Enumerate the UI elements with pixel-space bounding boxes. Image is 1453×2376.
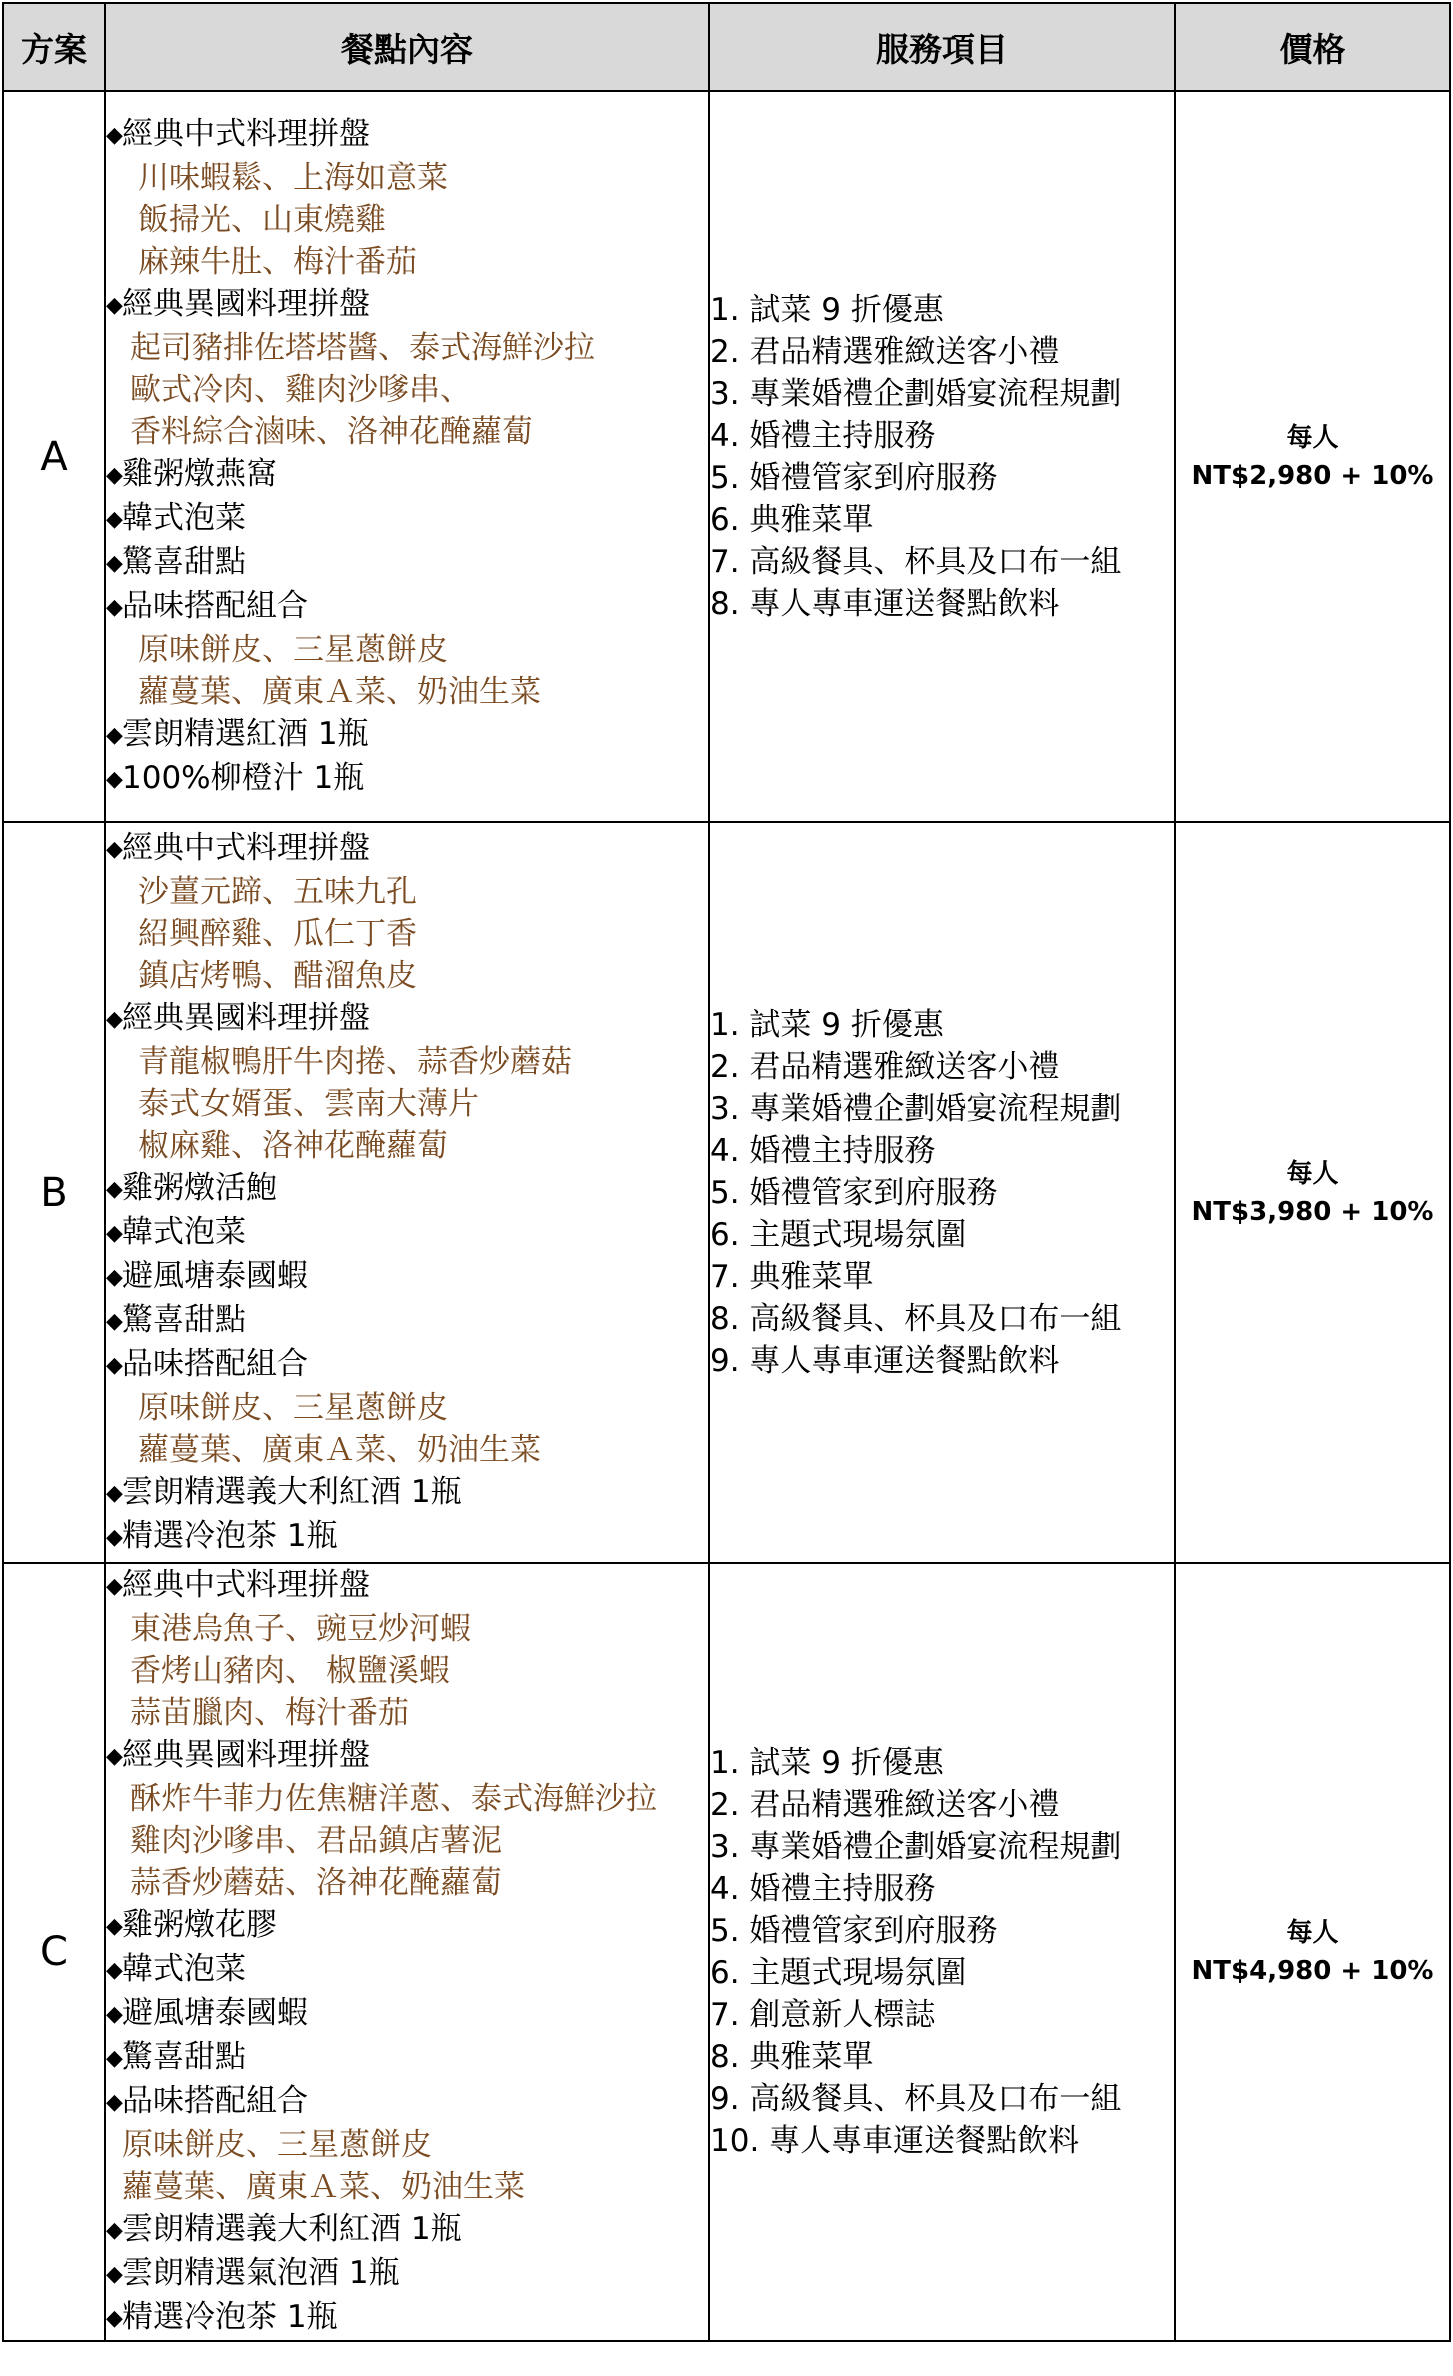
menu-item [106, 827, 708, 871]
diamond-bullet-icon: ◆ [106, 1352, 123, 1378]
dish-detail: 麻辣牛肚、梅汁番茄 [138, 243, 417, 280]
diamond-bullet-icon: ◆ [106, 2090, 123, 2115]
menu-item [106, 1255, 708, 1299]
menu-item [106, 1211, 708, 1255]
dish-detail: 原味餅皮、三星蔥餅皮 [122, 2127, 432, 2163]
menu-item [106, 1564, 708, 1608]
diamond-bullet-icon: ◆ [106, 1220, 123, 1246]
diamond-bullet-icon: ◆ [106, 506, 123, 532]
service-item: 1. 試菜 9 折優惠 [710, 1006, 944, 1043]
menu-item [106, 2296, 708, 2340]
plan-row [3, 91, 1450, 822]
price-unit: 每人 [1286, 1918, 1339, 1948]
header-price: 價格 [1175, 3, 1450, 91]
price-unit: 每人 [1286, 422, 1339, 453]
service-item: 7. 典雅菜單 [710, 1258, 874, 1295]
diamond-bullet-icon: ◆ [106, 1958, 123, 1983]
menu-item-text: 雲朗精選義大利紅酒 1瓶 [122, 1473, 462, 1510]
dish-detail: 飯掃光、山東燒雞 [138, 201, 386, 238]
dish-detail: 鎮店烤鴨、醋溜魚皮 [138, 957, 417, 994]
menu-item-text: 韓式泡菜 [122, 1951, 246, 1987]
menu-item-text: 經典中式料理拼盤 [122, 1567, 370, 1603]
diamond-bullet-icon: ◆ [106, 2306, 123, 2331]
dish-detail: 原味餅皮、三星蔥餅皮 [138, 1389, 448, 1426]
menu-item [106, 585, 708, 629]
menu-item-text: 經典中式料理拼盤 [122, 115, 370, 152]
dish-detail: 原味餅皮、三星蔥餅皮 [138, 631, 448, 668]
diamond-bullet-icon: ◆ [106, 594, 123, 620]
dish-detail: 蘿蔓葉、廣東Ａ菜、奶油生菜 [138, 1431, 541, 1468]
price-cell [1175, 91, 1450, 822]
menu-item-text: 雞粥燉花膠 [122, 1907, 277, 1943]
dish-detail: 蒜香炒蘑菇、洛神花醃蘿蔔 [130, 1865, 502, 1901]
service-item: 8. 典雅菜單 [710, 2039, 874, 2075]
menu-item-text: 雲朗精選紅酒 1瓶 [122, 715, 369, 752]
service-item: 5. 婚禮管家到府服務 [710, 459, 998, 496]
menu-item-text: 韓式泡菜 [122, 1213, 246, 1250]
menu-item-text: 雞粥燉活鮑 [122, 1169, 277, 1206]
service-item: 8. 高級餐具、杯具及口布一組 [710, 1300, 1122, 1337]
menu-item [106, 541, 708, 585]
dish-detail: 香料綜合滷味、洛神花醃蘿蔔 [130, 413, 533, 450]
diamond-bullet-icon: ◆ [106, 1006, 123, 1032]
menu-item-text: 避風塘泰國蝦 [122, 1257, 308, 1294]
service-item: 6. 主題式現場氛圍 [710, 1955, 967, 1991]
service-item: 7. 高級餐具、杯具及口布一組 [710, 543, 1122, 580]
menu-item [106, 2252, 708, 2296]
service-item: 3. 專業婚禮企劃婚宴流程規劃 [710, 1090, 1122, 1127]
service-item: 3. 專業婚禮企劃婚宴流程規劃 [710, 1829, 1122, 1865]
menu-item [106, 1992, 708, 2036]
service-item: 4. 婚禮主持服務 [710, 1871, 936, 1907]
plan-comparison-table [2, 2, 1451, 2342]
dish-detail: 泰式女婿蛋、雲南大薄片 [138, 1085, 479, 1122]
plan-label: A [3, 91, 105, 822]
service-item: 6. 典雅菜單 [710, 501, 874, 538]
diamond-bullet-icon: ◆ [106, 2002, 123, 2027]
menu-item-text: 避風塘泰國蝦 [122, 1995, 308, 2031]
header-row [3, 3, 1450, 91]
menu-item [106, 1167, 708, 1211]
service-item: 2. 君品精選雅緻送客小禮 [710, 333, 1060, 370]
dish-detail: 蘿蔓葉、廣東Ａ菜、奶油生菜 [122, 2169, 525, 2205]
dish-detail: 酥炸牛菲力佐焦糖洋蔥、泰式海鮮沙拉 [130, 1781, 657, 1817]
dish-detail: 紹興醉雞、瓜仁丁香 [138, 915, 417, 952]
service-item: 5. 婚禮管家到府服務 [710, 1174, 998, 1211]
services-cell [709, 1563, 1175, 2341]
menu-item [106, 2036, 708, 2080]
dish-detail: 蘿蔓葉、廣東Ａ菜、奶油生菜 [138, 673, 541, 710]
diamond-bullet-icon: ◆ [106, 722, 123, 748]
menu-item [106, 1515, 708, 1559]
menu-item-text: 雞粥燉燕窩 [122, 455, 277, 492]
menu-item-text: 雲朗精選氣泡酒 1瓶 [122, 2255, 400, 2291]
menu-item [106, 453, 708, 497]
service-item: 6. 主題式現場氛圍 [710, 1216, 967, 1253]
diamond-bullet-icon: ◆ [106, 2218, 123, 2243]
price-cell [1175, 1563, 1450, 2341]
menu-item-text: 韓式泡菜 [122, 499, 246, 536]
menu-item-text: 品味搭配組合 [122, 1345, 308, 1382]
menu-item-text: 驚喜甜點 [122, 1301, 246, 1338]
menu-item [106, 1948, 708, 1992]
dish-detail: 椒麻雞、洛神花醃蘿蔔 [138, 1127, 448, 1164]
service-item: 2. 君品精選雅緻送客小禮 [710, 1048, 1060, 1085]
menu-item-text: 品味搭配組合 [122, 587, 308, 624]
diamond-bullet-icon: ◆ [106, 292, 123, 318]
menu-items-cell [105, 1563, 709, 2341]
menu-items-cell [105, 91, 709, 822]
service-item: 10. 專人專車運送餐點飲料 [710, 2123, 1080, 2159]
diamond-bullet-icon: ◆ [106, 2046, 123, 2071]
dish-detail: 東港烏魚子、豌豆炒河蝦 [130, 1611, 471, 1647]
menu-item-text: 100%柳橙汁 1瓶 [122, 759, 365, 796]
service-item: 9. 高級餐具、杯具及口布一組 [710, 2081, 1122, 2117]
price-value: NT$2,980 + 10% [1191, 460, 1434, 491]
service-item: 1. 試菜 9 折優惠 [710, 1745, 944, 1781]
diamond-bullet-icon: ◆ [106, 766, 123, 792]
dish-detail: 沙薑元蹄、五味九孔 [138, 873, 417, 910]
service-item: 2. 君品精選雅緻送客小禮 [710, 1787, 1060, 1823]
menu-item [106, 1343, 708, 1387]
price-cell [1175, 822, 1450, 1563]
menu-item-text: 經典中式料理拼盤 [122, 829, 370, 866]
menu-item-text: 精選冷泡茶 1瓶 [122, 1517, 338, 1554]
plan-row [3, 822, 1450, 1563]
diamond-bullet-icon: ◆ [106, 1524, 123, 1550]
price-value: NT$3,980 + 10% [1191, 1196, 1434, 1227]
menu-item-text: 驚喜甜點 [122, 2039, 246, 2075]
diamond-bullet-icon: ◆ [106, 2262, 123, 2287]
dish-detail: 青龍椒鴨肝牛肉捲、蒜香炒蘑菇 [138, 1043, 572, 1080]
diamond-bullet-icon: ◆ [106, 1914, 123, 1939]
menu-item [106, 113, 708, 157]
header-menu-content: 餐點內容 [105, 3, 709, 91]
service-item: 8. 專人專車運送餐點飲料 [710, 585, 1060, 622]
menu-item [106, 757, 708, 801]
diamond-bullet-icon: ◆ [106, 1308, 123, 1334]
dish-detail: 雞肉沙嗲串、君品鎮店薯泥 [130, 1823, 502, 1859]
diamond-bullet-icon: ◆ [106, 1480, 123, 1506]
service-item: 5. 婚禮管家到府服務 [710, 1913, 998, 1949]
diamond-bullet-icon: ◆ [106, 550, 123, 576]
menu-item [106, 2080, 708, 2124]
header-services: 服務項目 [709, 3, 1175, 91]
menu-item [106, 283, 708, 327]
menu-item-text: 經典異國料理拼盤 [122, 285, 370, 322]
services-cell [709, 91, 1175, 822]
menu-item [106, 497, 708, 541]
diamond-bullet-icon: ◆ [106, 1574, 123, 1599]
menu-item-text: 驚喜甜點 [122, 543, 246, 580]
diamond-bullet-icon: ◆ [106, 1264, 123, 1290]
dish-detail: 歐式冷肉、雞肉沙嗲串、 [130, 371, 471, 408]
menu-item [106, 997, 708, 1041]
menu-item [106, 1471, 708, 1515]
price-unit: 每人 [1286, 1158, 1339, 1189]
dish-detail: 起司豬排佐塔塔醬、泰式海鮮沙拉 [130, 329, 595, 366]
services-cell [709, 822, 1175, 1563]
diamond-bullet-icon: ◆ [106, 1176, 123, 1202]
diamond-bullet-icon: ◆ [106, 462, 123, 488]
dish-detail: 蒜苗臘肉、梅汁番茄 [130, 1695, 409, 1731]
menu-item-text: 精選冷泡茶 1瓶 [122, 2299, 338, 2335]
menu-item-text: 雲朗精選義大利紅酒 1瓶 [122, 2211, 462, 2247]
service-item: 1. 試菜 9 折優惠 [710, 291, 944, 328]
service-item: 4. 婚禮主持服務 [710, 1132, 936, 1169]
menu-item [106, 713, 708, 757]
plan-label: B [3, 822, 105, 1563]
menu-item-text: 品味搭配組合 [122, 2083, 308, 2119]
diamond-bullet-icon: ◆ [106, 122, 123, 148]
menu-item [106, 1734, 708, 1778]
diamond-bullet-icon: ◆ [106, 1744, 123, 1769]
menu-item-text: 經典異國料理拼盤 [122, 999, 370, 1036]
service-item: 4. 婚禮主持服務 [710, 417, 936, 454]
price-value: NT$4,980 + 10% [1191, 1956, 1434, 1986]
service-item: 9. 專人專車運送餐點飲料 [710, 1342, 1060, 1379]
header-plan: 方案 [3, 3, 105, 91]
plan-row [3, 1563, 1450, 2341]
dish-detail: 川味蝦鬆、上海如意菜 [138, 159, 448, 196]
service-item: 7. 創意新人標誌 [710, 1997, 936, 2033]
menu-item [106, 1904, 708, 1948]
menu-item [106, 1299, 708, 1343]
service-item: 3. 專業婚禮企劃婚宴流程規劃 [710, 375, 1122, 412]
menu-item-text: 經典異國料理拼盤 [122, 1737, 370, 1773]
menu-item [106, 2208, 708, 2252]
plan-label: C [3, 1563, 105, 2341]
menu-items-cell [105, 822, 709, 1563]
dish-detail: 香烤山豬肉、 椒鹽溪蝦 [130, 1653, 450, 1689]
diamond-bullet-icon: ◆ [106, 836, 123, 862]
